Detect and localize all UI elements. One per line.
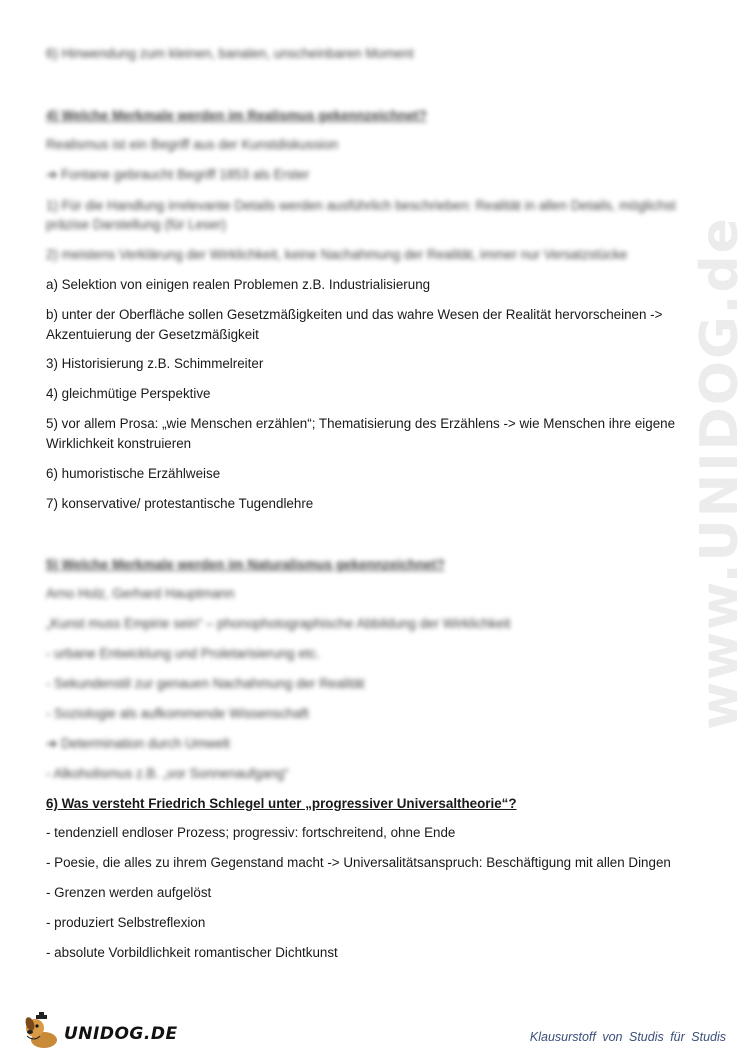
list-item: - produziert Selbstreflexion <box>46 915 206 930</box>
list-item: 5) vor allem Prosa: „wie Menschen erzählen“; Thematisierung des Erzählens -> wie Menschen ihre eigene Wirklichkeit konstruieren <box>46 416 676 451</box>
blurred-heading-naturalismus: 5) Welche Merkmale werden im Naturalismus gekennzeichnet? <box>46 557 445 572</box>
blurred-line: 1) Für die Handlung irrelevante Details werden ausführlich beschrieben: Realität in allen Details, möglichst <box>46 198 676 213</box>
watermark: www.UNIDOG.de <box>690 216 750 730</box>
blurred-line: ➔ Fontane gebraucht Begriff 1853 als Erster <box>46 167 310 182</box>
blurred-line: - urbane Entwicklung und Proletarisierung etc. <box>46 646 320 661</box>
list-item: - absolute Vorbildlichkeit romantischer Dichtkunst <box>46 945 338 960</box>
list-item: - tendenziell endloser Prozess; progressiv: fortschreitend, ohne Ende <box>46 825 456 840</box>
blurred-line: präzise Darstellung (für Leser) <box>46 217 227 232</box>
blurred-line: 2) meistens Verklärung der Wirklichkeit, keine Nachahmung der Realität, immer nur Versatzstücke <box>46 247 628 262</box>
blurred-line: „Kunst muss Empirie sein“ – phonophotographische Abbildung der Wirklichkeit <box>46 616 511 631</box>
blurred-line: Arno Holz, Gerhard Hauptmann <box>46 586 235 601</box>
blurred-line: - Soziologie als aufkommende Wissenschaft <box>46 706 309 721</box>
blurred-heading-realismus: 4) Welche Merkmale werden im Realismus gekennzeichnet? <box>46 108 427 123</box>
list-item: - Grenzen werden aufgelöst <box>46 885 212 900</box>
blurred-line: - Alkoholismus z.B. „vor Sonnenaufgang“ <box>46 766 289 781</box>
blurred-line: Realismus ist ein Begriff aus der Kunstdiskussion <box>46 137 339 152</box>
section-heading: 6) Was versteht Friedrich Schlegel unter „progressiver Universaltheorie“? <box>46 796 517 811</box>
blurred-line: - Sekundenstil zur genauen Nachahmung der Realität <box>46 676 365 691</box>
list-item: - Poesie, die alles zu ihrem Gegenstand macht -> Universalitätsanspruch: Beschäftigung mit allen Dingen <box>46 855 671 870</box>
list-item: a) Selektion von einigen realen Problemen z.B. Industrialisierung <box>46 277 431 292</box>
list-item: b) unter der Oberfläche sollen Gesetzmäßigkeiten und das wahre Wesen der Realität hervorscheinen -> Akzentuierung der Gesetzmäßigkeit <box>46 307 663 342</box>
logo-text: UNIDOG.DE <box>64 1024 178 1044</box>
footer-logo[interactable] <box>22 1012 178 1052</box>
dog-mascot-icon <box>22 1012 62 1052</box>
list-item: 7) konservative/ protestantische Tugendlehre <box>46 496 314 511</box>
blurred-line: ➔ Determination durch Umwelt <box>46 736 230 751</box>
footer-tagline: Klausurstoff von Studis für Studis <box>529 1030 726 1044</box>
list-item: 3) Historisierung z.B. Schimmelreiter <box>46 356 264 371</box>
list-item: 6) humoristische Erzählweise <box>46 466 221 481</box>
list-item: 4) gleichmütige Perspektive <box>46 386 211 401</box>
blurred-line: 6) Hinwendung zum kleinen, banalen, unscheinbaren Moment <box>46 46 414 61</box>
